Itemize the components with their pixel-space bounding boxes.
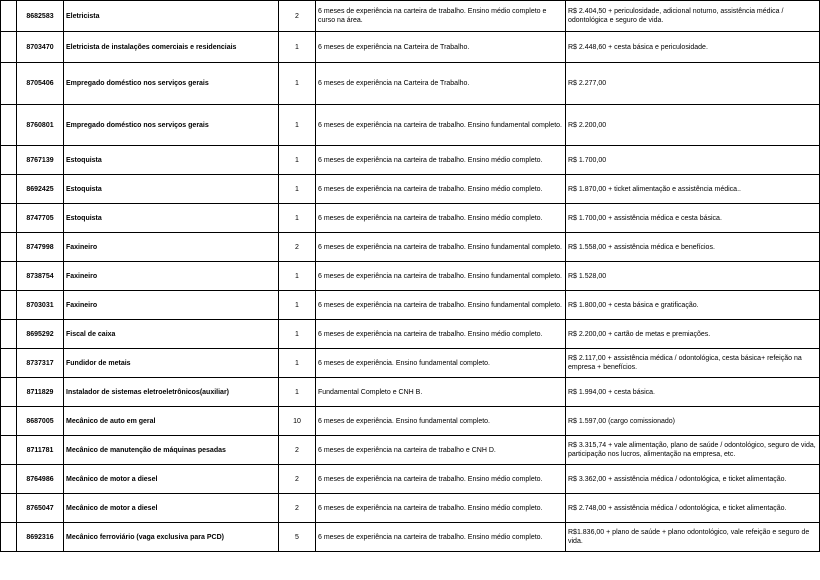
vacancy-count: 2 — [279, 1, 316, 32]
job-code: 8692316 — [17, 523, 64, 552]
job-title: Empregado doméstico nos serviços gerais — [64, 63, 279, 105]
row-margin-cell — [1, 291, 17, 320]
table-row — [1, 378, 820, 407]
job-title: Faxineiro — [64, 291, 279, 320]
row-margin-cell — [1, 523, 17, 552]
table-row — [1, 407, 820, 436]
job-requirements: 6 meses de experiência na carteira de trabalho. Ensino médio completo. — [316, 146, 566, 175]
row-margin-cell — [1, 146, 17, 175]
row-margin-cell — [1, 378, 17, 407]
job-code: 8764986 — [17, 465, 64, 494]
vacancy-count: 1 — [279, 320, 316, 349]
job-salary: R$ 1.994,00 + cesta básica. — [566, 378, 820, 407]
job-requirements: 6 meses de experiência na carteira de trabalho. Ensino médio completo. — [316, 175, 566, 204]
job-code: 8747705 — [17, 204, 64, 233]
job-salary: R$ 2.404,50 + periculosidade, adicional noturno, assistência médica / odontológica e seguro de vida. — [566, 1, 820, 32]
job-code: 8705406 — [17, 63, 64, 105]
job-requirements: 6 meses de experiência na carteira de trabalho. Ensino médio completo e curso na área. — [316, 1, 566, 32]
vacancy-count: 1 — [279, 204, 316, 233]
row-margin-cell — [1, 436, 17, 465]
job-salary: R$ 1.700,00 + assistência médica e cesta básica. — [566, 204, 820, 233]
job-code: 8711829 — [17, 378, 64, 407]
row-margin-cell — [1, 32, 17, 63]
job-requirements: Fundamental Completo e CNH B. — [316, 378, 566, 407]
table-row — [1, 105, 820, 146]
vacancy-count: 1 — [279, 349, 316, 378]
vacancy-count: 1 — [279, 105, 316, 146]
job-code: 8737317 — [17, 349, 64, 378]
job-requirements: 6 meses de experiência na carteira de trabalho. Ensino médio completo. — [316, 465, 566, 494]
vacancy-count: 2 — [279, 494, 316, 523]
job-code: 8738754 — [17, 262, 64, 291]
job-requirements: 6 meses de experiência. Ensino fundamental completo. — [316, 349, 566, 378]
table-row — [1, 262, 820, 291]
job-salary: R$ 2.277,00 — [566, 63, 820, 105]
job-title: Estoquista — [64, 146, 279, 175]
vacancy-count: 2 — [279, 436, 316, 465]
table-row — [1, 320, 820, 349]
row-margin-cell — [1, 204, 17, 233]
job-title: Estoquista — [64, 204, 279, 233]
vacancy-count: 2 — [279, 233, 316, 262]
job-title: Fiscal de caixa — [64, 320, 279, 349]
job-requirements: 6 meses de experiência na carteira de trabalho. Ensino médio completo. — [316, 204, 566, 233]
vacancy-count: 1 — [279, 262, 316, 291]
vacancy-count: 1 — [279, 32, 316, 63]
job-requirements: 6 meses de experiência na carteira de trabalho. Ensino fundamental completo. — [316, 291, 566, 320]
job-code: 8695292 — [17, 320, 64, 349]
row-margin-cell — [1, 407, 17, 436]
vacancy-count: 1 — [279, 146, 316, 175]
job-code: 8682583 — [17, 1, 64, 32]
job-requirements: 6 meses de experiência na carteira de trabalho e CNH D. — [316, 436, 566, 465]
job-salary: R$ 2.117,00 + assistência médica / odontológica, cesta básica+ refeição na empresa + benefícios. — [566, 349, 820, 378]
job-code: 8765047 — [17, 494, 64, 523]
job-requirements: 6 meses de experiência na carteira de trabalho. Ensino médio completo. — [316, 494, 566, 523]
vacancy-count: 1 — [279, 291, 316, 320]
table-row — [1, 1, 820, 32]
job-salary: R$ 1.700,00 — [566, 146, 820, 175]
table-row — [1, 204, 820, 233]
job-title: Mecânico de manutenção de máquinas pesadas — [64, 436, 279, 465]
job-title: Mecânico de motor a diesel — [64, 494, 279, 523]
table-row — [1, 465, 820, 494]
job-requirements: 6 meses de experiência na Carteira de Trabalho. — [316, 63, 566, 105]
row-margin-cell — [1, 494, 17, 523]
job-salary: R$ 2.748,00 + assistência médica / odontológica, e ticket alimentação. — [566, 494, 820, 523]
job-title: Instalador de sistemas eletroeletrônicos(auxiliar) — [64, 378, 279, 407]
table-row — [1, 146, 820, 175]
job-code: 8767139 — [17, 146, 64, 175]
job-code: 8747998 — [17, 233, 64, 262]
table-row — [1, 233, 820, 262]
job-salary: R$ 2.200,00 + cartão de metas e premiações. — [566, 320, 820, 349]
job-salary: R$ 1.870,00 + ticket alimentação e assistência médica.. — [566, 175, 820, 204]
row-margin-cell — [1, 233, 17, 262]
job-salary: R$ 1.558,00 + assistência médica e benefícios. — [566, 233, 820, 262]
job-code: 8760801 — [17, 105, 64, 146]
table-row — [1, 523, 820, 552]
job-salary: R$ 1.528,00 — [566, 262, 820, 291]
vacancy-count: 1 — [279, 63, 316, 105]
job-salary: R$ 2.448,60 + cesta básica e periculosidade. — [566, 32, 820, 63]
job-title: Mecânico de motor a diesel — [64, 465, 279, 494]
row-margin-cell — [1, 105, 17, 146]
table-row — [1, 494, 820, 523]
vacancy-count: 10 — [279, 407, 316, 436]
vacancy-count: 2 — [279, 465, 316, 494]
table-row — [1, 291, 820, 320]
job-title: Faxineiro — [64, 262, 279, 291]
job-code: 8687005 — [17, 407, 64, 436]
row-margin-cell — [1, 465, 17, 494]
job-title: Estoquista — [64, 175, 279, 204]
job-title: Eletricista de instalações comerciais e residenciais — [64, 32, 279, 63]
job-title: Mecânico de auto em geral — [64, 407, 279, 436]
job-salary: R$ 1.800,00 + cesta básica e gratificação. — [566, 291, 820, 320]
row-margin-cell — [1, 63, 17, 105]
vacancy-count: 1 — [279, 378, 316, 407]
row-margin-cell — [1, 175, 17, 204]
job-title: Empregado doméstico nos serviços gerais — [64, 105, 279, 146]
vacancy-count: 1 — [279, 175, 316, 204]
vacancy-count: 5 — [279, 523, 316, 552]
job-salary: R$ 2.200,00 — [566, 105, 820, 146]
job-requirements: 6 meses de experiência na Carteira de Trabalho. — [316, 32, 566, 63]
table-row — [1, 436, 820, 465]
row-margin-cell — [1, 320, 17, 349]
job-title: Eletricista — [64, 1, 279, 32]
table-row — [1, 175, 820, 204]
job-requirements: 6 meses de experiência na carteira de trabalho. Ensino médio completo. — [316, 523, 566, 552]
table-row — [1, 63, 820, 105]
job-requirements: 6 meses de experiência na carteira de trabalho. Ensino fundamental completo. — [316, 233, 566, 262]
job-code: 8703470 — [17, 32, 64, 63]
job-salary: R$ 1.597,00 (cargo comissionado) — [566, 407, 820, 436]
job-code: 8703031 — [17, 291, 64, 320]
table-row — [1, 32, 820, 63]
job-title: Fundidor de metais — [64, 349, 279, 378]
job-salary: R$ 3.362,00 + assistência médica / odontológica, e ticket alimentação. — [566, 465, 820, 494]
job-requirements: 6 meses de experiência na carteira de trabalho. Ensino médio completo. — [316, 320, 566, 349]
job-salary: R$1.836,00 + plano de saúde + plano odontológico, vale refeição e seguro de vida. — [566, 523, 820, 552]
job-title: Faxineiro — [64, 233, 279, 262]
job-code: 8692425 — [17, 175, 64, 204]
job-requirements: 6 meses de experiência na carteira de trabalho. Ensino fundamental completo. — [316, 262, 566, 291]
job-requirements: 6 meses de experiência. Ensino fundamental completo. — [316, 407, 566, 436]
job-requirements: 6 meses de experiência na carteira de trabalho. Ensino fundamental completo. — [316, 105, 566, 146]
row-margin-cell — [1, 349, 17, 378]
row-margin-cell — [1, 262, 17, 291]
table-row — [1, 349, 820, 378]
row-margin-cell — [1, 1, 17, 32]
job-code: 8711781 — [17, 436, 64, 465]
job-salary: R$ 3.315,74 + vale alimentação, plano de saúde / odontológico, seguro de vida, participação nos lucros, alimentação na empresa, etc. — [566, 436, 820, 465]
job-title: Mecânico ferroviário (vaga exclusiva para PCD) — [64, 523, 279, 552]
